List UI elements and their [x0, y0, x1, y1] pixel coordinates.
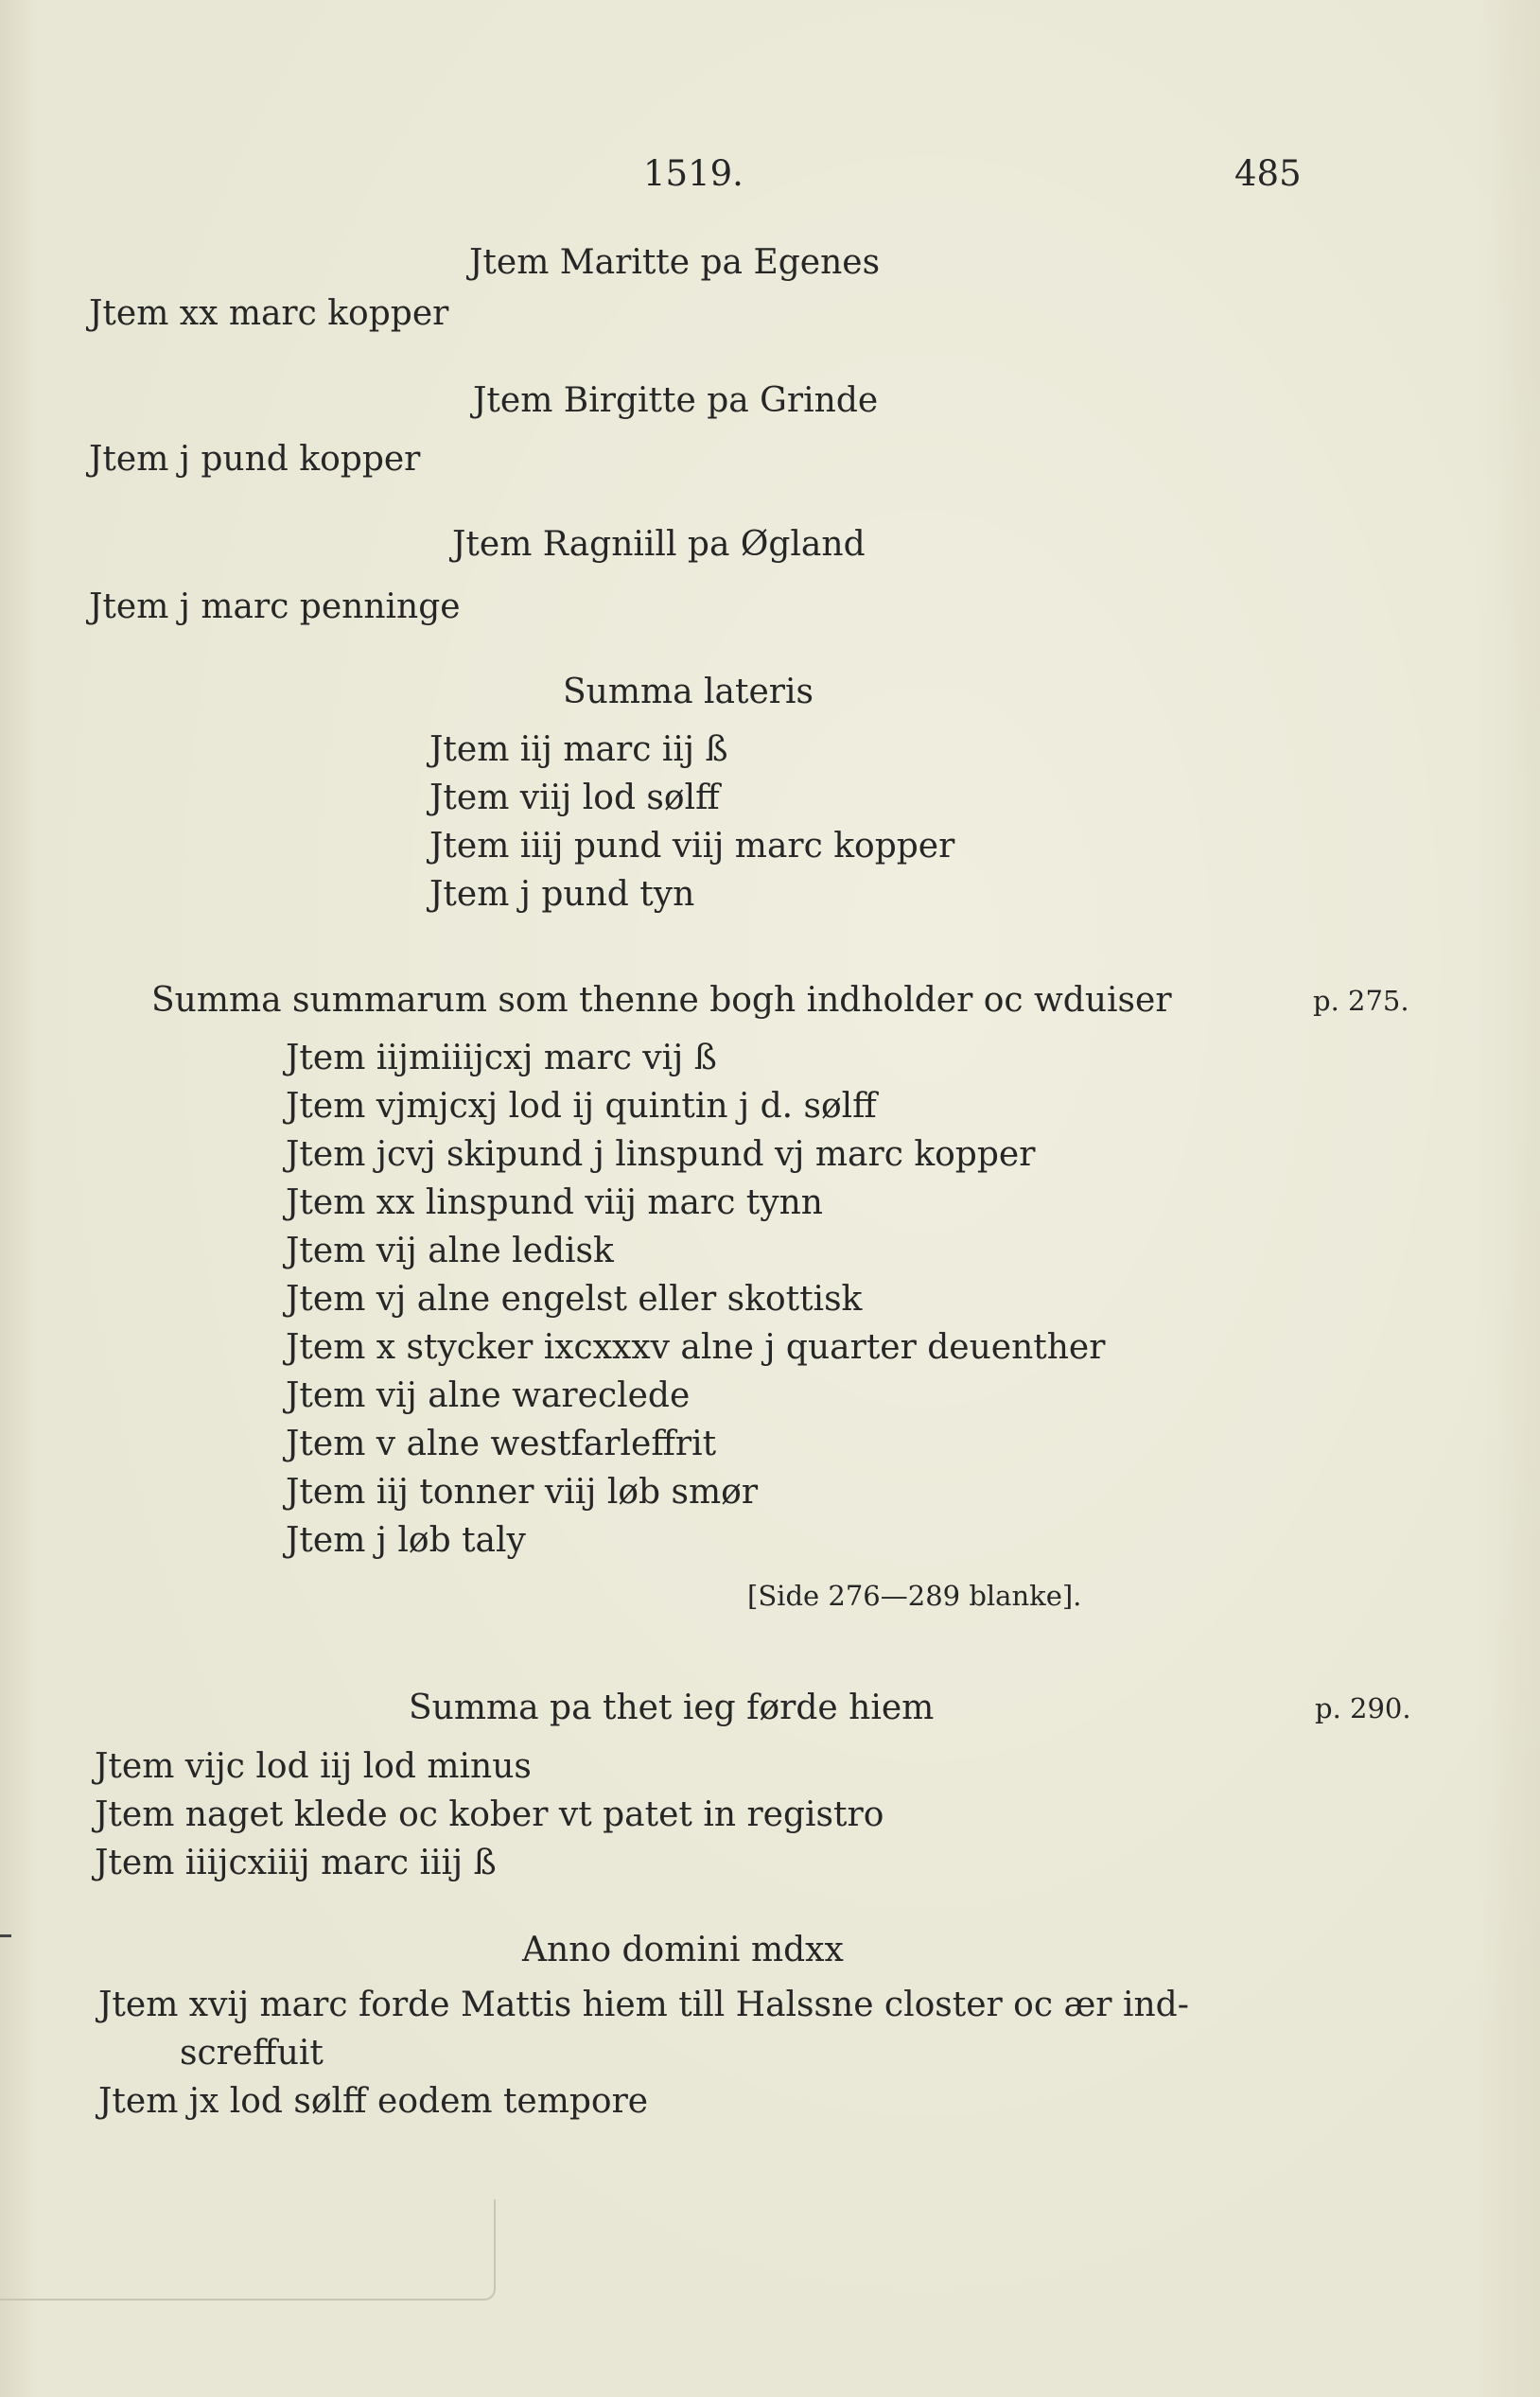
summa-summarum-line: Jtem vij alne wareclede [286, 1376, 691, 1415]
entry-ragniill-line: Jtem j marc penninge [89, 587, 461, 626]
summa-summarum-line: Jtem iij tonner viij løb smør [286, 1473, 759, 1512]
summa-summarum-line: Jtem xx linspund viij marc tynn [286, 1183, 823, 1222]
summa-summarum-line: Jtem vjmjcxj lod ij quintin j d. sølff [286, 1087, 877, 1126]
summa-lateris-line: Jtem viij lod sølff [429, 779, 720, 817]
entry-maritte-line: Jtem xx marc kopper [89, 294, 449, 333]
entry-ragniill-title: Jtem Ragniill pa Øgland [452, 525, 866, 564]
summa-summarum-heading: Summa summarum som thenne bogh indholder oc wduiser [151, 981, 1172, 1020]
summa-lateris-line: Jtem iij marc iij ß [429, 730, 728, 769]
summa-hiem-line: Jtem naget klede oc kober vt patet in registro [95, 1795, 884, 1834]
summa-lateris-line: Jtem iiij pund viij marc kopper [429, 827, 955, 866]
summa-summarum-line: Jtem j løb taly [286, 1521, 526, 1560]
margin-tick [0, 1934, 11, 1937]
page-year: 1519. [643, 153, 744, 194]
anno-line: Jtem xvij marc forde Mattis hiem till Halssne closter oc ær ind- [98, 1986, 1189, 2024]
entry-maritte-title: Jtem Maritte pa Egenes [469, 243, 881, 282]
blank-pages-note: [Side 276—289 blanke]. [747, 1580, 1082, 1612]
summa-summarum-line: Jtem v alne westfarleffrit [286, 1425, 717, 1463]
summa-summarum-line: Jtem x stycker ixcxxxv alne j quarter deuenther [286, 1328, 1106, 1367]
page-number: 485 [1234, 153, 1302, 194]
summa-summarum-line: Jtem vj alne engelst eller skottisk [286, 1280, 863, 1319]
summa-hiem-line: Jtem iiijcxiiij marc iiij ß [95, 1844, 497, 1882]
summa-hiem-line: Jtem vijc lod iij lod minus [95, 1747, 532, 1786]
anno-heading: Anno domini mdxx [522, 1931, 844, 1969]
summa-summarum-page-ref: p. 275. [1313, 985, 1409, 1017]
summa-summarum-line: Jtem vij alne ledisk [286, 1232, 614, 1270]
page-fold-mark [0, 2199, 496, 2301]
summa-summarum-line: Jtem jcvj skipund j linspund vj marc kopper [286, 1135, 1036, 1174]
summa-summarum-line: Jtem iijmiiijcxj marc vij ß [286, 1039, 717, 1077]
anno-line-continuation: screffuit [180, 2034, 324, 2073]
entry-birgitte-title: Jtem Birgitte pa Grinde [473, 381, 879, 420]
summa-hiem-page-ref: p. 290. [1315, 1692, 1411, 1724]
anno-line: Jtem jx lod sølff eodem tempore [98, 2082, 649, 2121]
summa-hiem-heading: Summa pa thet ieg førde hiem [409, 1688, 935, 1727]
entry-birgitte-line: Jtem j pund kopper [89, 440, 421, 479]
summa-lateris-heading: Summa lateris [563, 673, 814, 711]
summa-lateris-line: Jtem j pund tyn [429, 875, 695, 914]
